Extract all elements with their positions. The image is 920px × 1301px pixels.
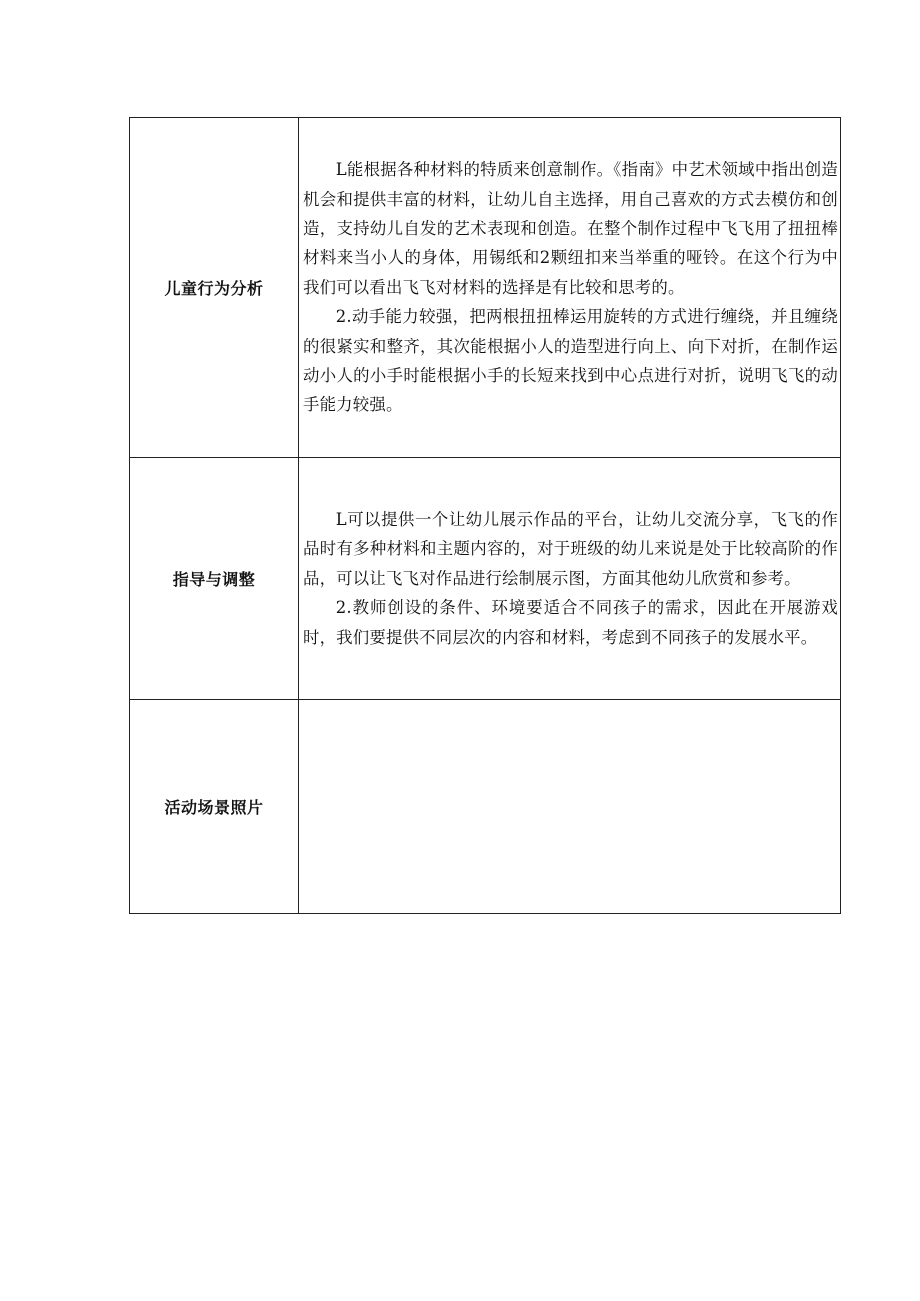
analysis-paragraph-1: L能根据各种材料的特质来创意制作。《指南》中艺术领域中指出创造机会和提供丰富的材料，让幼儿自主选择，用自己喜欢的方式去模仿和创造，支持幼儿自发的艺术表现和创造。在整个制作过程中飞飞用了扭扭棒材料来当小人的身体，用锡纸和2颗纽扣来当举重的哑铃。在这个行为中我们可以看出飞飞对材料的选择是有比较和思考的。 bbox=[303, 160, 838, 297]
content-guidance bbox=[299, 458, 841, 700]
record-table bbox=[129, 117, 841, 914]
label-guidance: 指导与调整 bbox=[130, 458, 299, 700]
guidance-paragraph-2: 2.教师创设的条件、环境要适合不同孩子的需求，因此在开展游戏时，我们要提供不同层次的内容和材料，考虑到不同孩子的发展水平。 bbox=[303, 598, 838, 647]
analysis-paragraph-2: 2.动手能力较强，把两根扭扭棒运用旋转的方式进行缠绕，并且缠绕的很紧实和整齐，其次能根据小人的造型进行向上、向下对折，在制作运动小人的小手时能根据小手的长短来找到中心点进行对折，说明飞飞的动手能力较强。 bbox=[303, 307, 838, 415]
guidance-paragraph-1: L可以提供一个让幼儿展示作品的平台，让幼儿交流分享，飞飞的作品时有多种材料和主题内容的，对于班级的幼儿来说是处于比较高阶的作品，可以让飞飞对作品进行绘制展示图，方面其他幼儿欣赏和参考。 bbox=[303, 509, 838, 588]
content-behavior-analysis bbox=[299, 118, 841, 458]
label-behavior-analysis: 儿童行为分析 bbox=[130, 118, 299, 458]
photo-area bbox=[299, 700, 841, 914]
row-guidance bbox=[130, 458, 841, 700]
row-behavior-analysis bbox=[130, 118, 841, 458]
label-activity-photos: 活动场景照片 bbox=[130, 700, 299, 914]
row-activity-photos bbox=[130, 700, 841, 914]
